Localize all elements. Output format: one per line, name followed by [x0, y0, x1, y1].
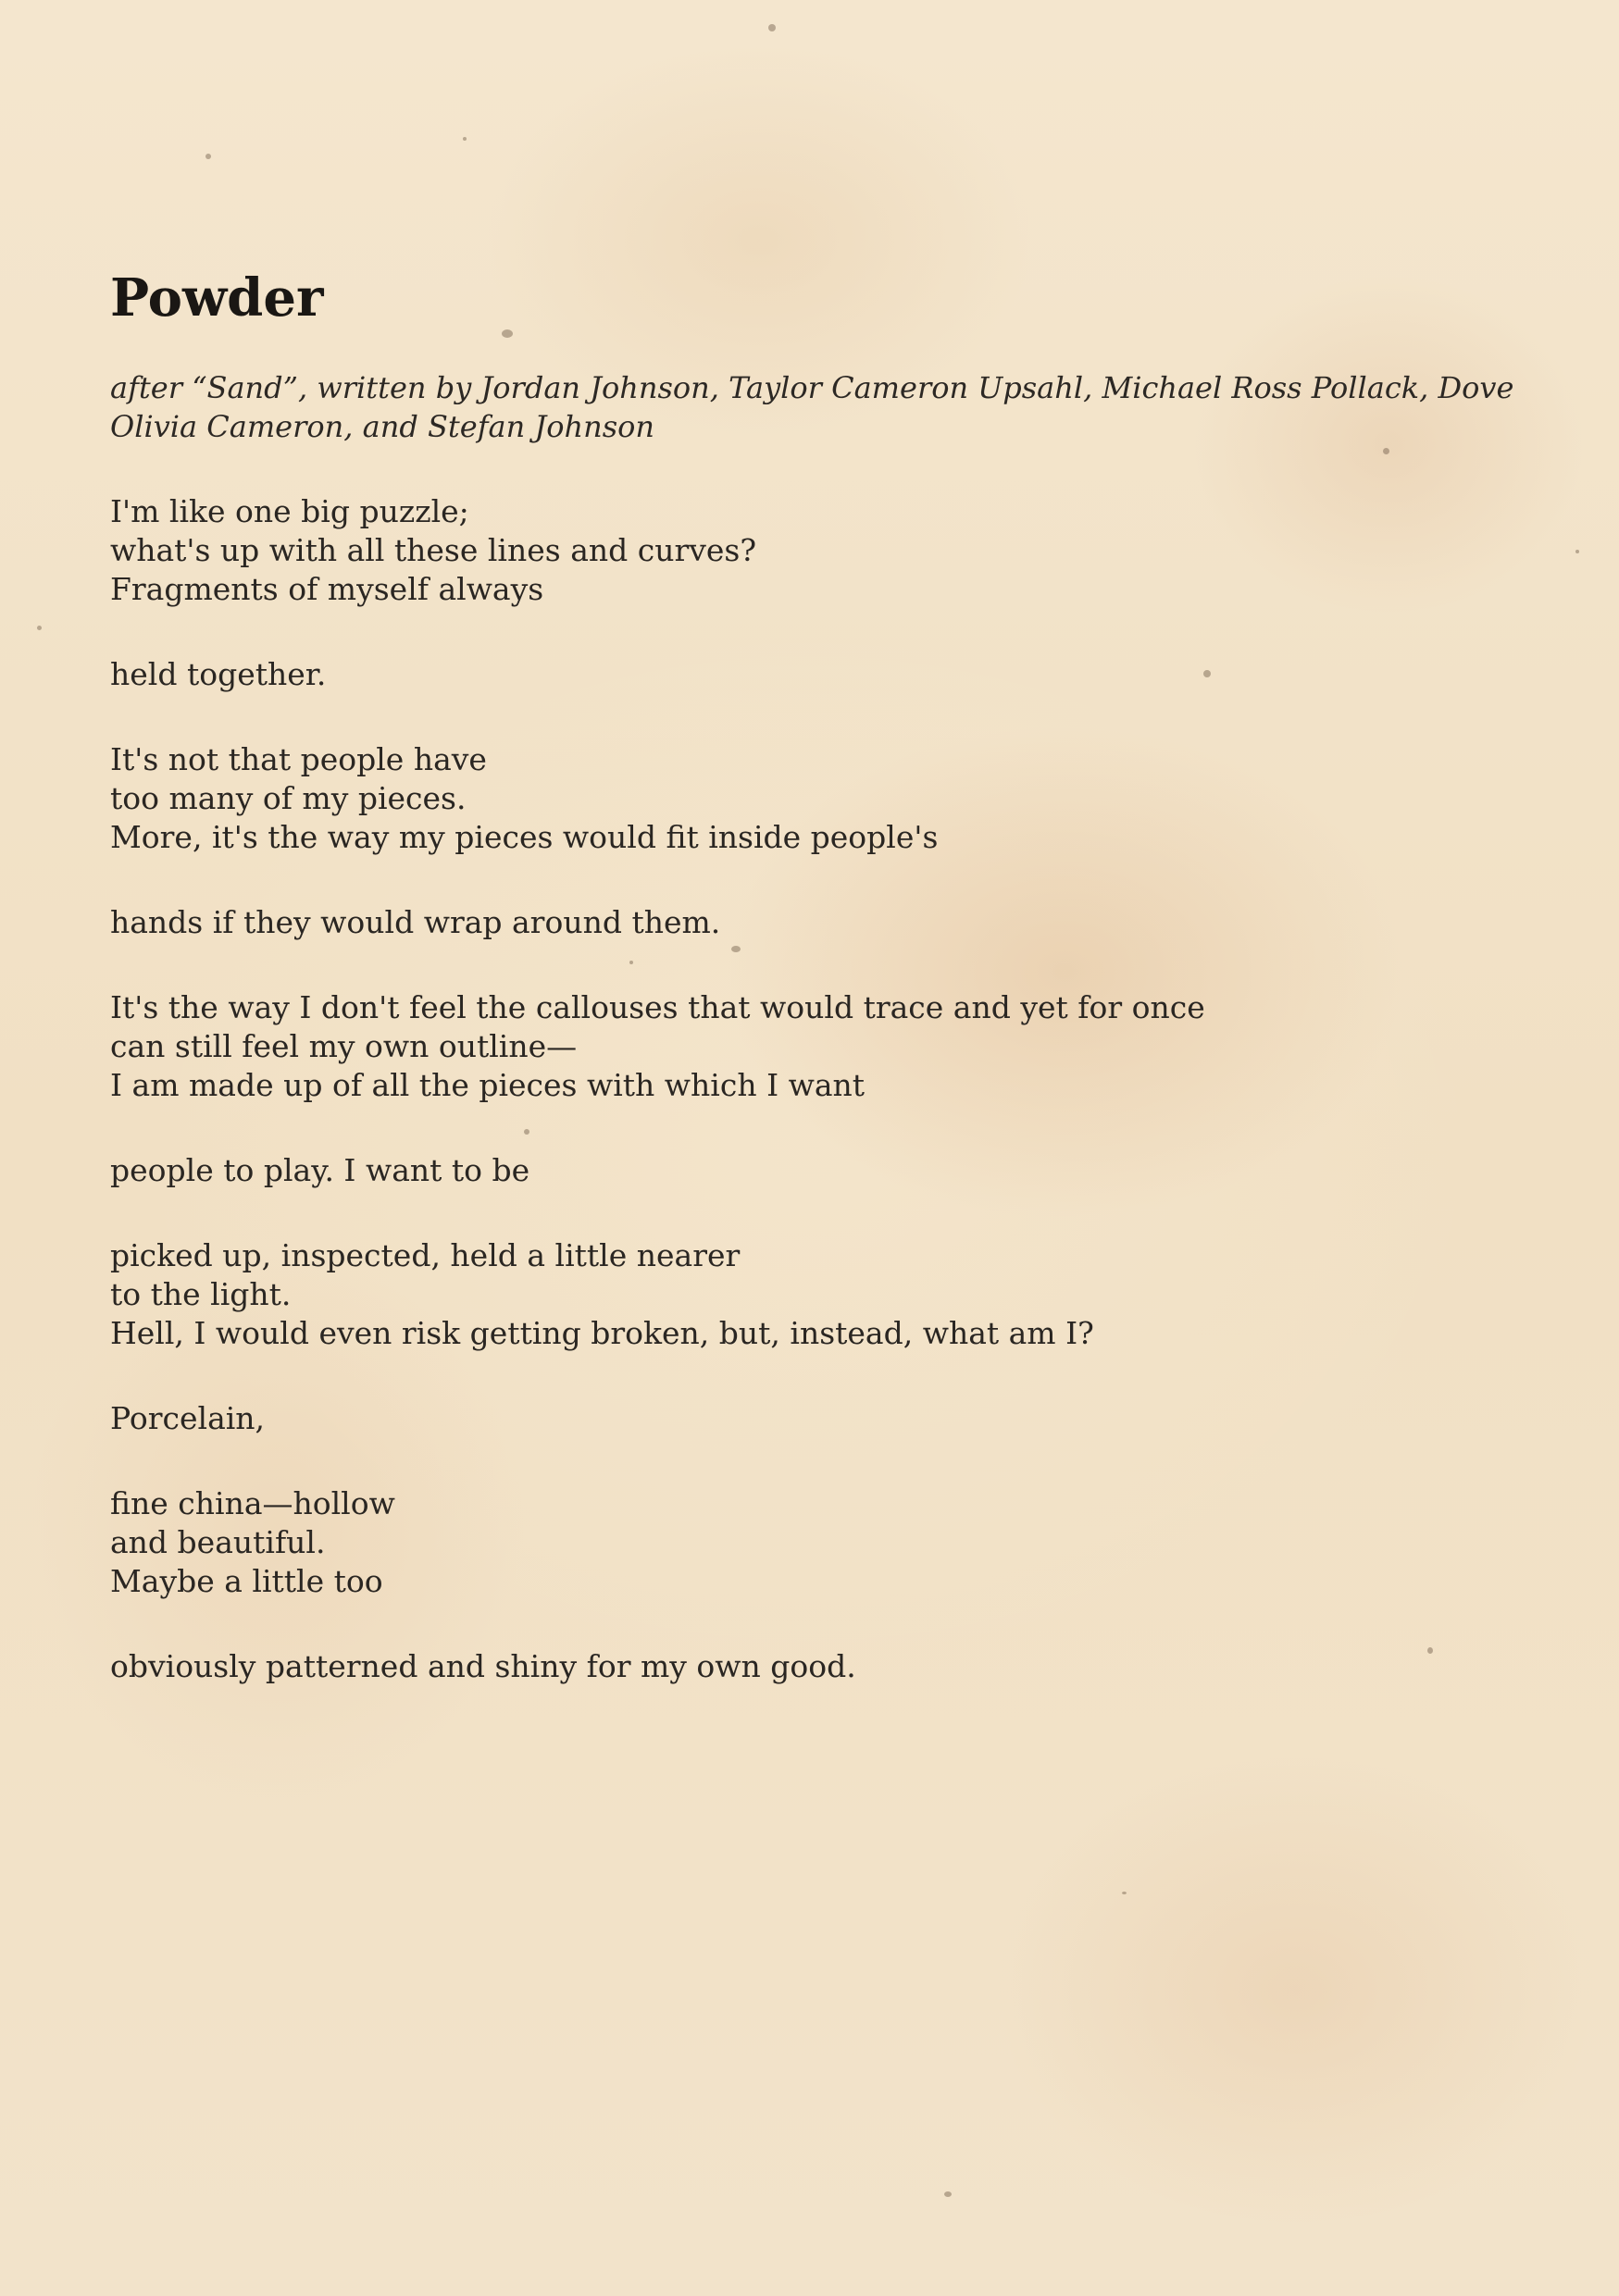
stanza: [110, 1236, 1517, 1353]
poem-line: More, it's the way my pieces would fit inside people's: [110, 819, 939, 855]
poem-line: and beautiful.: [110, 1524, 326, 1560]
stanza: [110, 740, 1517, 857]
poem-line: held together.: [110, 656, 327, 692]
paper-speck: [1122, 1892, 1127, 1894]
paper-speck: [37, 626, 42, 630]
poem-line: It's the way I don't feel the callouses that would trace and yet for once: [110, 989, 1205, 1025]
stanza: [110, 1151, 1517, 1190]
poem-line: It's not that people have: [110, 741, 487, 777]
stanza: [110, 1399, 1517, 1438]
poem-line: to the light.: [110, 1276, 292, 1312]
poem-line: picked up, inspected, held a little nearer: [110, 1237, 741, 1273]
poem-body: [110, 492, 1517, 1686]
poem-title: Powder: [110, 267, 324, 329]
stanza: [110, 1484, 1517, 1601]
stanza: [110, 655, 1517, 694]
poem-line: people to play. I want to be: [110, 1152, 530, 1188]
paper-speck: [463, 137, 467, 141]
poem-line: can still feel my own outline—: [110, 1028, 578, 1064]
poem-line: Maybe a little too: [110, 1563, 383, 1599]
paper-speck: [205, 154, 211, 159]
poem-line: Fragments of myself always: [110, 571, 544, 607]
paper-speck: [1575, 550, 1579, 553]
stanza: [110, 1647, 1517, 1686]
poem-line: too many of my pieces.: [110, 780, 467, 816]
poem-line: Porcelain,: [110, 1400, 266, 1436]
paper-speck: [944, 2191, 952, 2197]
stanza: [110, 903, 1517, 942]
poem-line: what's up with all these lines and curves?: [110, 532, 757, 568]
poem-line: I'm like one big puzzle;: [110, 493, 469, 529]
poem-document: [110, 265, 1517, 1732]
stanza: [110, 988, 1517, 1105]
poem-line: Hell, I would even risk getting broken, but, instead, what am I?: [110, 1315, 1094, 1351]
paper-speck: [768, 24, 776, 31]
poem-dedication: after “Sand”, written by Jordan Johnson, Taylor Cameron Upsahl, Michael Ross Pollack, Dove Olivia Cameron, and Stefan Johnson: [110, 370, 1514, 444]
poem-line: hands if they would wrap around them.: [110, 904, 721, 940]
poem-line: fine china—hollow: [110, 1485, 395, 1521]
poem-line: obviously patterned and shiny for my own good.: [110, 1648, 856, 1684]
poem-line: I am made up of all the pieces with which I want: [110, 1067, 866, 1103]
stanza: [110, 492, 1517, 609]
